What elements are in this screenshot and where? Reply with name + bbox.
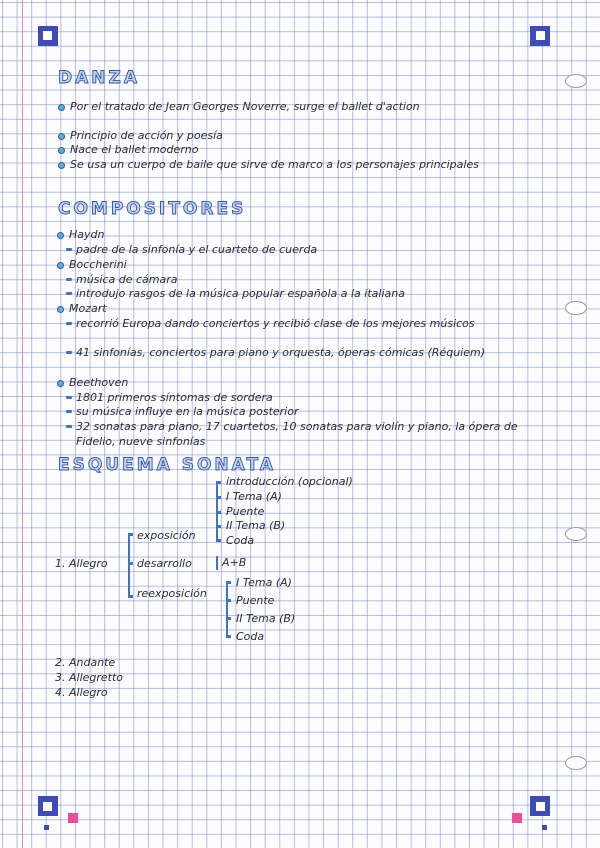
brace-tick-icon bbox=[216, 539, 221, 542]
reexposicion-item: I Tema (A) bbox=[236, 576, 292, 589]
exposicion-item: Coda bbox=[226, 534, 255, 547]
bullet-icon bbox=[57, 306, 64, 313]
label-desarrollo: desarrollo bbox=[137, 557, 192, 570]
dash-icon bbox=[66, 322, 72, 325]
brace-tick-icon bbox=[216, 496, 221, 499]
corner-mark-icon bbox=[38, 796, 58, 816]
corner-mark-icon bbox=[530, 26, 550, 46]
brace-tick-icon bbox=[226, 617, 231, 620]
heading-esquema-sonata: ESQUEMA SONATA bbox=[58, 455, 276, 475]
composer-note: 41 sinfonías, conciertos para piano y orquesta, óperas cómicas (Réquiem) bbox=[76, 346, 486, 359]
composer-note: 1801 primeros síntomas de sordera bbox=[76, 391, 273, 404]
composer-name: Mozart bbox=[69, 302, 107, 315]
dash-icon bbox=[66, 425, 72, 428]
composer-note: introdujo rasgos de la música popular española a la italiana bbox=[76, 287, 405, 300]
pink-square-icon bbox=[68, 813, 78, 823]
brace-tick-icon bbox=[226, 635, 231, 638]
composer-note: 32 sonatas para piano, 17 cuartetos, 10 sonatas para violín y piano, la ópera de Fidelio, nueve sinfonías bbox=[76, 420, 518, 448]
bullet-icon bbox=[57, 232, 64, 239]
composer-name: Haydn bbox=[69, 228, 105, 241]
reexposicion-item: II Tema (B) bbox=[236, 612, 296, 625]
movement-andante: 2. Andante bbox=[55, 656, 116, 669]
corner-mark-icon bbox=[38, 26, 58, 46]
movement-allegro: 1. Allegro bbox=[55, 557, 108, 570]
exposicion-item: introducción (opcional) bbox=[226, 475, 353, 488]
composer-note: música de cámara bbox=[76, 273, 178, 286]
dash-icon bbox=[66, 248, 72, 251]
reexposicion-item: Puente bbox=[236, 594, 275, 607]
blue-dot-icon bbox=[44, 825, 49, 830]
composer-name: Boccherini bbox=[69, 258, 127, 271]
brace-tick-icon bbox=[226, 599, 231, 602]
bullet-icon bbox=[58, 147, 65, 154]
brace-tick-icon bbox=[128, 562, 133, 565]
heading-compositores: COMPOSITORES bbox=[58, 199, 247, 219]
bullet-icon bbox=[58, 162, 65, 169]
desarrollo-value: A+B bbox=[222, 556, 247, 569]
heading-danza: DANZA bbox=[58, 68, 140, 88]
bullet-icon bbox=[58, 104, 65, 111]
binder-hole-icon bbox=[565, 756, 587, 770]
dash-icon bbox=[66, 396, 72, 399]
main-brace-icon bbox=[128, 533, 134, 597]
blue-dot-icon bbox=[542, 825, 547, 830]
composer-name: Beethoven bbox=[69, 376, 129, 389]
corner-mark-icon bbox=[530, 796, 550, 816]
exposicion-item: II Tema (B) bbox=[226, 519, 286, 532]
dash-icon bbox=[66, 278, 72, 281]
binder-hole-icon bbox=[565, 74, 587, 88]
bullet-icon bbox=[58, 133, 65, 140]
danza-item: Principio de acción y poesía bbox=[70, 129, 223, 142]
brace-tick-icon bbox=[216, 481, 221, 484]
brace-tick-icon bbox=[216, 525, 221, 528]
dash-icon bbox=[66, 292, 72, 295]
label-reexposicion: reexposición bbox=[137, 587, 207, 600]
binder-hole-icon bbox=[565, 527, 587, 541]
reexposicion-item: Coda bbox=[236, 630, 265, 643]
exposicion-item: I Tema (A) bbox=[226, 490, 282, 503]
page-margin-line bbox=[22, 0, 23, 848]
danza-item: Por el tratado de Jean Georges Noverre, surge el ballet d'action bbox=[70, 100, 420, 113]
exposicion-item: Puente bbox=[226, 505, 265, 518]
composer-note: recorrió Europa dando conciertos y recibió clase de los mejores músicos bbox=[76, 317, 475, 330]
movement-allegretto: 3. Allegretto bbox=[55, 671, 124, 684]
composer-note: su música influye en la música posterior bbox=[76, 405, 299, 418]
pink-square-icon bbox=[512, 813, 522, 823]
dash-icon bbox=[66, 351, 72, 354]
binder-hole-icon bbox=[565, 301, 587, 315]
brace-tick-icon bbox=[216, 511, 221, 514]
composer-note: padre de la sinfonía y el cuarteto de cuerda bbox=[76, 243, 318, 256]
brace-tick-icon bbox=[226, 581, 231, 584]
movement-allegro-final: 4. Allegro bbox=[55, 686, 108, 699]
label-exposicion: exposición bbox=[137, 529, 196, 542]
reexposicion-brace-icon bbox=[226, 581, 232, 637]
bullet-icon bbox=[57, 262, 64, 269]
bullet-icon bbox=[57, 380, 64, 387]
danza-item: Nace el ballet moderno bbox=[70, 143, 199, 156]
brace-tick-icon bbox=[128, 533, 133, 536]
danza-item: Se usa un cuerpo de baile que sirve de marco a los personajes principales bbox=[70, 158, 479, 171]
dash-icon bbox=[66, 410, 72, 413]
brace-tick-icon bbox=[128, 595, 133, 598]
